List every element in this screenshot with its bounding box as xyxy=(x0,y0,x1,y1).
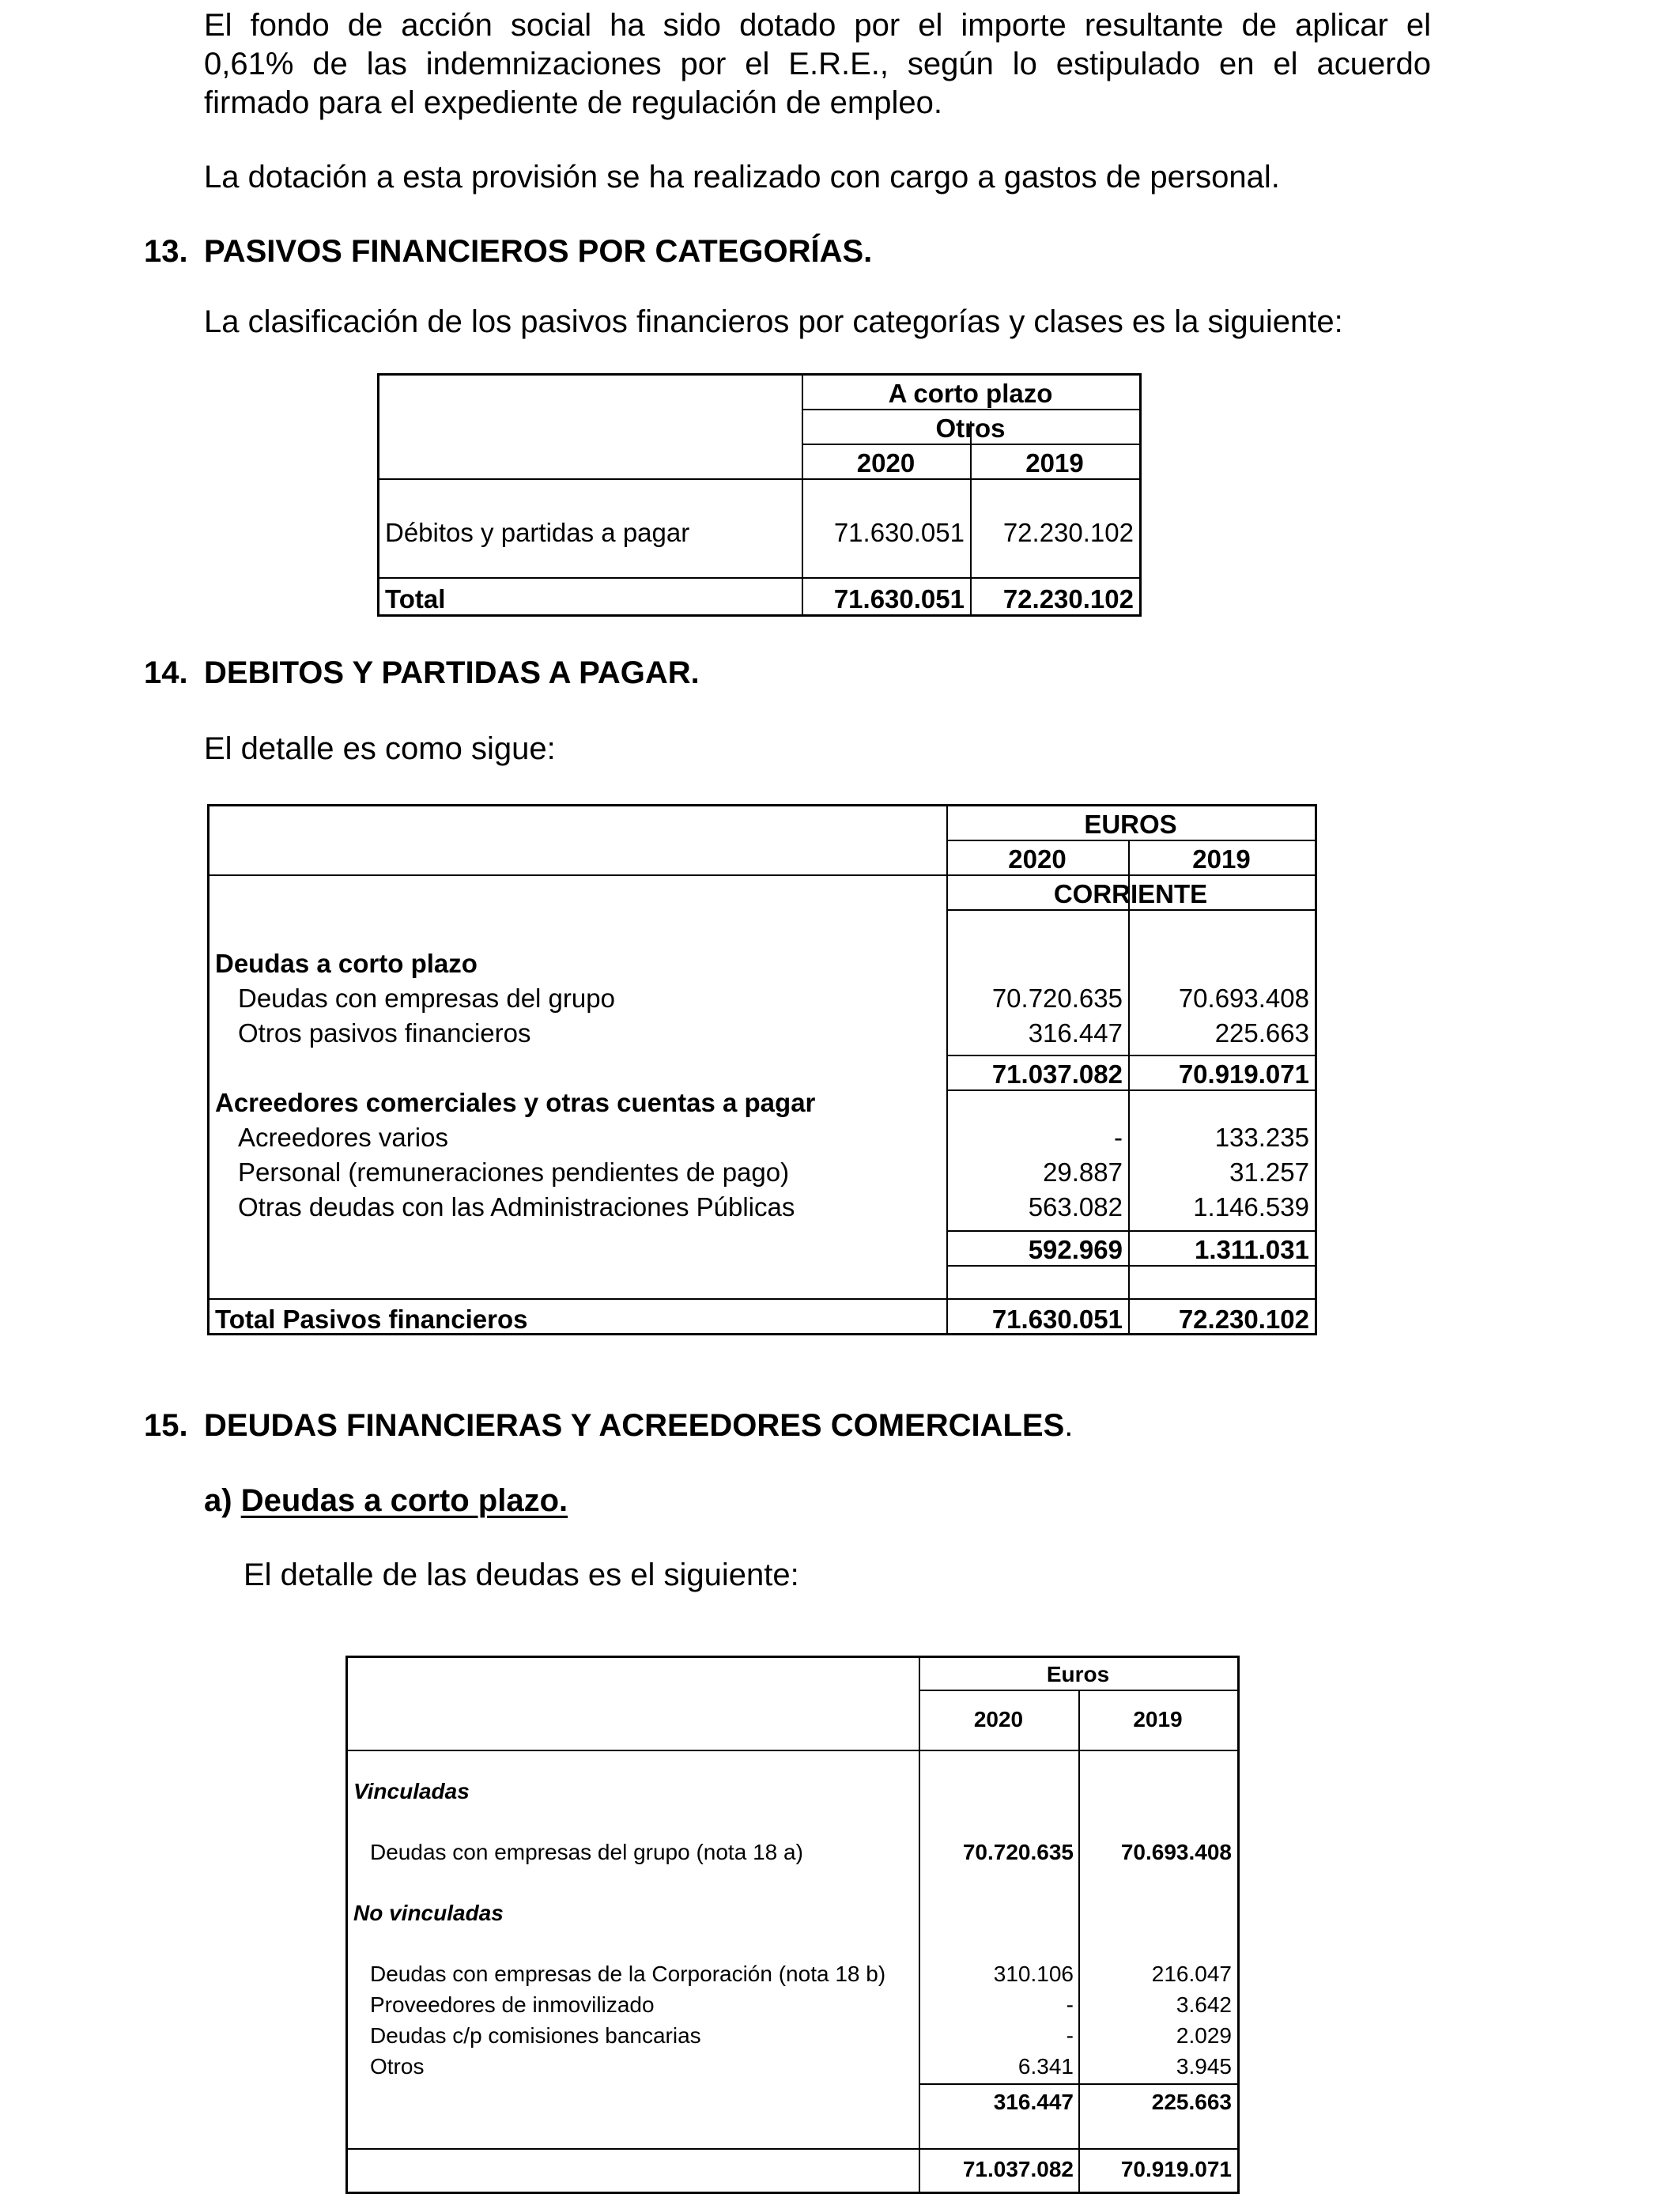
st-group2-row1-2020: 310.106 xyxy=(993,1962,1074,1986)
categories-total-2019: 72.230.102 xyxy=(1002,584,1134,614)
debts-group1-subtotal-2020: 71.037.082 xyxy=(991,1059,1123,1089)
section-13-title: PASIVOS FINANCIEROS POR CATEGORÍAS. xyxy=(204,234,873,269)
debts-group1-row2-label: Otros pasivos financieros xyxy=(238,1018,531,1048)
categories-year-2020: 2020 xyxy=(856,448,916,478)
section-15-number: 15. xyxy=(144,1408,188,1443)
debts-group1-label: Deudas a corto plazo xyxy=(215,949,478,978)
section-15-title-dot: . xyxy=(1064,1408,1074,1443)
subsection-a-heading xyxy=(204,1482,568,1520)
st-group1-row1-label: Deudas con empresas del grupo (nota 18 a) xyxy=(370,1840,803,1864)
debts-total-label: Total Pasivos financieros xyxy=(215,1305,528,1334)
debts-year-2020: 2020 xyxy=(1008,844,1067,874)
section-14-heading xyxy=(144,654,700,693)
section-14-intro: El detalle es como sigue: xyxy=(204,731,556,766)
section-15-title: DEUDAS FINANCIERAS Y ACREEDORES COMERCIALES xyxy=(204,1408,1065,1443)
st-group2-row3-label: Deudas c/p comisiones bancarias xyxy=(370,2023,701,2048)
categories-total-2020: 71.630.051 xyxy=(833,584,965,614)
st-group2-subtotal-2019: 225.663 xyxy=(1151,2090,1232,2114)
categories-row-2019: 72.230.102 xyxy=(1002,518,1134,547)
debts-group1-row1-label: Deudas con empresas del grupo xyxy=(238,984,615,1013)
section-14-number: 14. xyxy=(144,655,188,690)
st-group2-row3-2019: 2.029 xyxy=(1176,2023,1232,2048)
st-group1-row1-2020: 70.720.635 xyxy=(962,1840,1074,1864)
categories-header-group: A corto plazo xyxy=(888,379,1053,408)
debts-group1-row2-2019: 225.663 xyxy=(1214,1018,1309,1048)
debts-total-2019: 72.230.102 xyxy=(1178,1305,1309,1334)
st-group2-label: No vinculadas xyxy=(353,1901,504,1925)
intro-paragraph-2: La dotación a esta provisión se ha realizado con cargo a gastos de personal. xyxy=(204,160,1280,194)
intro-line-3: firmado para el expediente de regulación de empleo. xyxy=(204,85,942,120)
st-group1-label: Vinculadas xyxy=(353,1779,470,1803)
categories-total-label: Total xyxy=(385,584,446,614)
st-group2-row2-2020: - xyxy=(1066,1992,1074,2017)
categories-row-2020: 71.630.051 xyxy=(833,518,965,547)
st-total-2019: 70.919.071 xyxy=(1120,2157,1232,2181)
st-year-2020: 2020 xyxy=(973,1707,1024,1731)
intro-line-1: El fondo de acción social ha sido dotado por el importe resultante de aplicar el xyxy=(204,8,1431,43)
categories-table xyxy=(377,373,1142,617)
debts-group1-subtotal-2019: 70.919.071 xyxy=(1178,1059,1309,1089)
debts-group2-row2-2020: 29.887 xyxy=(1043,1157,1123,1187)
debts-group2-row3-label: Otras deudas con las Administraciones Públicas xyxy=(238,1192,795,1222)
debts-group1-row1-2020: 70.720.635 xyxy=(991,984,1123,1013)
section-13-intro: La clasificación de los pasivos financieros por categorías y clases es la siguiente: xyxy=(204,304,1343,339)
debts-group2-row2-2019: 31.257 xyxy=(1229,1157,1309,1187)
section-13-number: 13. xyxy=(144,234,188,269)
debts-group1-row1-2019: 70.693.408 xyxy=(1178,984,1309,1013)
subsection-a-title: Deudas a corto plazo. xyxy=(240,1483,568,1518)
section-14-title: DEBITOS Y PARTIDAS A PAGAR. xyxy=(204,655,700,690)
debts-group2-row3-2019: 1.146.539 xyxy=(1193,1192,1309,1222)
categories-header-sub: Otros xyxy=(935,413,1006,443)
st-group2-row4-label: Otros xyxy=(370,2054,425,2079)
debts-group2-row3-2020: 563.082 xyxy=(1028,1192,1123,1222)
st-group2-subtotal-2020: 316.447 xyxy=(993,2090,1074,2114)
st-group2-row2-label: Proveedores de inmovilizado xyxy=(370,1992,655,2017)
section-15-heading xyxy=(144,1407,1073,1445)
st-group2-row4-2019: 3.945 xyxy=(1176,2054,1232,2079)
section-15-intro: El detalle de las deudas es el siguiente: xyxy=(244,1558,799,1592)
intro-line-2: 0,61% de las indemnizaciones por el E.R.E., según lo estipulado en el acuerdo xyxy=(204,47,1431,81)
debts-group2-subtotal-2019: 1.311.031 xyxy=(1195,1235,1309,1264)
debts-group2-row1-label: Acreedores varios xyxy=(238,1123,448,1152)
st-year-2019: 2019 xyxy=(1133,1707,1183,1731)
st-header-group: Euros xyxy=(1046,1662,1110,1686)
categories-row-label: Débitos y partidas a pagar xyxy=(385,518,690,547)
st-group2-row1-2019: 216.047 xyxy=(1151,1962,1232,1986)
categories-year-2019: 2019 xyxy=(1025,448,1084,478)
debts-group2-row1-2020: - xyxy=(1114,1123,1123,1152)
st-group2-row1-label: Deudas con empresas de la Corporación (nota 18 b) xyxy=(370,1962,886,1986)
short-term-debts-table xyxy=(345,1656,1240,2194)
debts-group2-row1-2019: 133.235 xyxy=(1214,1123,1309,1152)
debts-group2-subtotal-2020: 592.969 xyxy=(1028,1235,1123,1264)
debts-group2-label: Acreedores comerciales y otras cuentas a pagar xyxy=(215,1088,816,1117)
debts-payables-table xyxy=(207,804,1317,1335)
debts-group1-row2-2020: 316.447 xyxy=(1028,1018,1123,1048)
st-total-2020: 71.037.082 xyxy=(962,2157,1074,2181)
debts-year-2019: 2019 xyxy=(1192,844,1251,874)
section-13-heading xyxy=(144,232,872,271)
debts-header-sub: CORRIENTE xyxy=(1053,879,1208,908)
st-group2-row3-2020: - xyxy=(1066,2023,1074,2048)
st-group2-row4-2020: 6.341 xyxy=(1017,2054,1074,2079)
subsection-a-prefix: a) xyxy=(204,1483,232,1518)
st-group2-row2-2019: 3.642 xyxy=(1176,1992,1232,2017)
debts-group2-row2-label: Personal (remuneraciones pendientes de pago) xyxy=(238,1157,790,1187)
debts-header-group: EUROS xyxy=(1084,810,1177,839)
st-group1-row1-2019: 70.693.408 xyxy=(1120,1840,1232,1864)
debts-total-2020: 71.630.051 xyxy=(991,1305,1123,1334)
